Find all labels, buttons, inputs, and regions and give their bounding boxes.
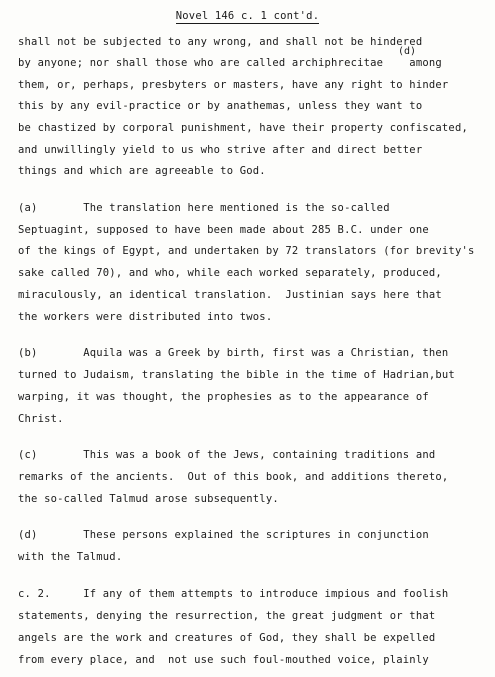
text-line: things and which are agreeable to God. <box>18 165 266 177</box>
chapter-2-line: from every place, and not use such foul-mouthed voice, plainly <box>18 654 429 666</box>
footnote-a-line: miraculously, an identical translation. Justinian says here that <box>18 289 442 301</box>
text-line: shall not be subjected to any wrong, and shall not be hindered <box>18 36 423 48</box>
chapter-2-line: c. 2. If any of them attempts to introduce impious and foolish <box>18 588 449 600</box>
footnote-mark: (d) <box>398 46 417 57</box>
footnote-c-line: the so-called Talmud arose subsequently. <box>18 493 279 505</box>
footnote-b-line: warping, it was thought, the prophesies as to the appearance of <box>18 391 429 403</box>
footnote-a-line: Septuagint, supposed to have been made about 285 B.C. under one <box>18 224 429 236</box>
footnote-c-line: (c) This was a book of the Jews, containing traditions and <box>18 449 436 461</box>
page-title-text: Novel 146 c. 1 cont'd. <box>175 10 320 22</box>
footnote-a-line: the workers were distributed into twos. <box>18 311 273 323</box>
page-title <box>0 10 495 22</box>
chapter-2-line: statements, denying the resurrection, the great judgment or that <box>18 610 436 622</box>
footnote-b-line: (b) Aquila was a Greek by birth, first was a Christian, then <box>18 347 449 359</box>
chapter-2-line: angels are the work and creatures of God, they shall be expelled <box>18 632 436 644</box>
footnote-b-line: Christ. <box>18 413 64 425</box>
footnote-c-line: remarks of the ancients. Out of this book, and additions thereto, <box>18 471 449 483</box>
footnote-d-line: with the Talmud. <box>18 551 123 563</box>
footnote-a-line: of the kings of Egypt, and undertaken by 72 translators (for brevity's <box>18 245 475 257</box>
text-line: be chastized by corporal punishment, have their property confiscated, <box>18 122 468 134</box>
text-line: by anyone; nor shall those who are called archiphrecitae among <box>18 57 442 69</box>
footnote-b-line: turned to Judaism, translating the bible in the time of Hadrian,but <box>18 369 455 381</box>
footnote-d-line: (d) These persons explained the scriptures in conjunction <box>18 529 429 541</box>
footnote-a-line: (a) The translation here mentioned is the so-called <box>18 202 390 214</box>
text-line: this by any evil-practice or by anathemas, unless they want to <box>18 100 423 112</box>
footnote-a-line: sake called 70), and who, while each worked separately, produced, <box>18 267 442 279</box>
text-line: them, or, perhaps, presbyters or masters, have any right to hinder <box>18 79 449 91</box>
text-line: and unwillingly yield to us who strive after and direct better <box>18 144 423 156</box>
